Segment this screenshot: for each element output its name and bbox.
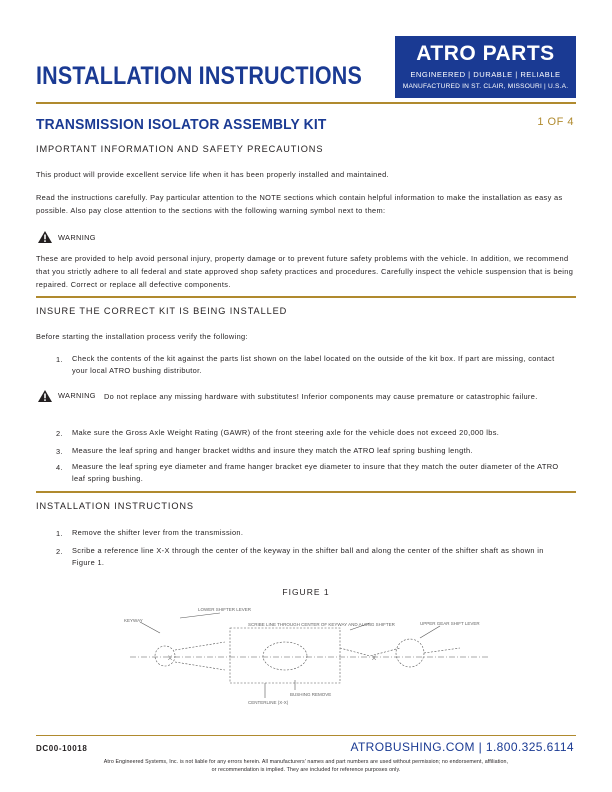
install-heading: INSTALLATION INSTRUCTIONS [36,501,194,511]
install-step-2: Scribe a reference line X-X through the center of the keyway in the shifter ball and along the center of the shifter shaft as shown in Figure 1. [72,546,544,567]
kit-check-intro: Before starting the installation process verify the following: [36,332,248,341]
x-mark-left: X [168,656,173,662]
footer-divider [36,735,576,736]
list-number: 2. [56,429,63,438]
isolator-bushing [263,642,307,670]
upper-lever-shaft [340,648,400,656]
lower-shifter-shaft [175,642,225,670]
list-number: 3. [56,447,63,456]
section-divider [36,491,576,493]
page-title: INSTALLATION INSTRUCTIONS [36,62,362,90]
kit-title: TRANSMISSION ISOLATOR ASSEMBLY KIT [36,116,327,133]
brand-location: MANUFACTURED IN ST. CLAIR, MISSOURI | U.S.A. [402,83,569,90]
upper-shifter-ball [396,639,424,667]
legal-line-1: Atro Engineered Systems, Inc. is not liable for any errors herein. All manufacturers' names and part numbers are used without permission; no endorsement, affiliation, [103,759,509,765]
callout-upper-lever: UPPER GEAR SHIFT LEVER [420,621,480,626]
warning-banner [38,231,96,243]
callout-bushing: BUSHING REMOVE [290,692,332,697]
list-number: 1. [56,529,63,538]
document-code: DC00-10018 [36,744,88,753]
brand-logo [395,36,576,98]
x-mark-right: X [372,656,377,662]
figure-label: FIGURE 1 [282,587,330,597]
kit-check-step-4: Measure the leaf spring eye diameter and frame hanger bracket eye diameter to insure that they match the outer diameter of the ATRO leaf spring bushing. [72,462,559,483]
list-number: 4. [56,463,63,472]
callout-scribe: SCRIBE LINE THROUGH CENTER OF KEYWAY AND ALONG SHIFTER [248,622,395,627]
callout-lower-lever: LOWER SHIFTER LEVER [198,607,252,612]
upper-lever-leader [420,626,440,638]
install-step-1: Remove the shifter lever from the transmission. [72,528,244,537]
warning-label: WARNING [58,391,96,400]
page-number: 1 OF 4 [537,116,574,128]
figure-1-diagram [120,598,500,710]
upper-lever-end [424,648,460,653]
section-divider [36,296,576,298]
kit-check-step-2: Make sure the Gross Axle Weight Rating (GAWR) of the front steering axle for the vehicle does not exceed 20,000 lbs. [72,428,500,437]
list-number: 2. [56,547,63,556]
safety-heading: IMPORTANT INFORMATION AND SAFETY PRECAUTIONS [36,144,324,154]
footer-contact[interactable]: ATROBUSHING.COM | 1.800.325.6114 [350,740,574,754]
kit-check-step-1: Check the contents of the kit against the parts list shown on the label located on the outside of the kit box. If part are missing, contact your local ATRO bushing distributor. [72,354,555,375]
keyway-leader [140,622,160,633]
list-number: 1. [56,355,63,364]
legal-line-2: or recommendation is implied. They are included for reference purposes only. [211,767,401,773]
warning-label: WARNING [58,232,96,242]
warning-icon [38,390,52,402]
header-divider [36,102,576,104]
kit-check-warning-text: Do not replace any missing hardware with substitutes! Inferior components may cause premature or catastrophic failure. [104,392,538,401]
kit-check-heading: INSURE THE CORRECT KIT IS BEING INSTALLED [36,306,288,316]
legal-disclaimer [0,758,612,774]
warning-icon [38,231,52,243]
brand-name: ATRO PARTS [416,42,555,65]
callout-centerline: CENTERLINE (X-X) [248,700,289,705]
safety-para-3: These are provided to help avoid personal injury, property damage or to prevent future safety problems with the vehicle. In addition, we recommend that you strictly adhere to all federal and state approved shop safety practices and procedures. Carefully inspect the vehicle suspension that is being repaired. Correct or replace all defective components. [36,254,574,289]
safety-para-1: This product will provide excellent service life when it has been properly installed and maintained. [36,170,389,179]
safety-para-2: Read the instructions carefully. Pay particular attention to the NOTE sections which contain helpful information to make the installation as easy as possible. Also pay close attention to the sections with the following warning symbol next to them: [36,193,563,215]
brand-tagline: ENGINEERED | DURABLE | RELIABLE [410,70,561,79]
callout-keyway: KEYWAY [124,618,143,623]
lower-lever-leader [180,613,220,618]
isolator-housing [230,628,340,683]
kit-check-step-3: Measure the leaf spring and hanger bracket widths and insure they match the ATRO leaf spring bushing length. [72,446,473,455]
